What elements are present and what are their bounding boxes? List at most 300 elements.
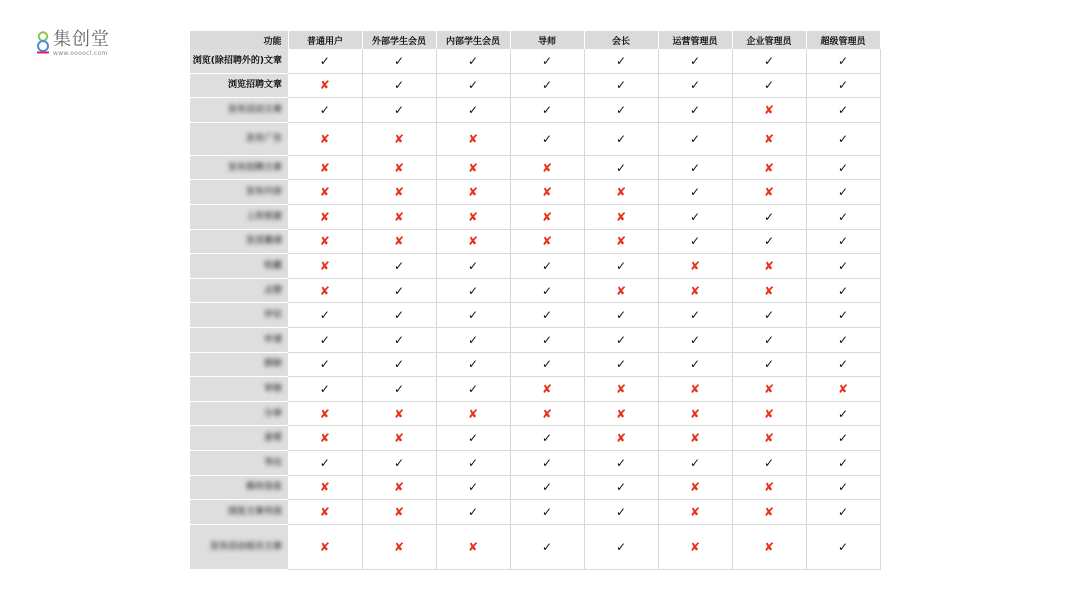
table-row <box>190 303 880 328</box>
permission-denied-cell <box>436 204 510 229</box>
permission-allowed-cell <box>362 450 436 475</box>
feature-label-redacted: 发布广告 <box>190 122 288 155</box>
permission-allowed-cell <box>806 229 880 254</box>
permission-allowed-cell <box>362 352 436 377</box>
feature-label: 浏览(除招聘外的)文章 <box>190 49 288 73</box>
logo-mark-icon <box>36 30 50 54</box>
cross-mark-icon: ✘ <box>393 209 405 224</box>
permission-allowed-cell <box>510 475 584 500</box>
permission-allowed-cell <box>510 278 584 303</box>
check-mark-icon: ✓ <box>467 381 479 396</box>
cross-mark-icon: ✘ <box>763 283 775 298</box>
check-mark-icon: ✓ <box>467 102 479 117</box>
check-mark-icon: ✓ <box>689 455 701 470</box>
check-mark-icon: ✓ <box>689 53 701 68</box>
check-mark-icon: ✓ <box>837 431 849 446</box>
check-mark-icon: ✓ <box>467 480 479 495</box>
permission-allowed-cell <box>584 524 658 569</box>
table-row <box>190 73 880 98</box>
check-mark-icon: ✓ <box>541 283 553 298</box>
check-mark-icon: ✓ <box>837 455 849 470</box>
check-mark-icon: ✓ <box>393 53 405 68</box>
check-mark-icon: ✓ <box>615 357 627 372</box>
cross-mark-icon: ✘ <box>689 480 701 495</box>
cross-mark-icon: ✘ <box>689 258 701 273</box>
check-mark-icon: ✓ <box>763 357 775 372</box>
permission-allowed-cell <box>806 204 880 229</box>
permission-allowed-cell <box>806 98 880 123</box>
permission-denied-cell <box>288 180 362 205</box>
check-mark-icon: ✓ <box>689 102 701 117</box>
permission-denied-cell <box>362 426 436 451</box>
permission-allowed-cell <box>806 475 880 500</box>
permission-allowed-cell <box>436 303 510 328</box>
permission-denied-cell <box>732 180 806 205</box>
cross-mark-icon: ✘ <box>763 131 775 146</box>
cross-mark-icon: ✘ <box>319 480 330 495</box>
permission-denied-cell <box>288 278 362 303</box>
permission-denied-cell <box>658 475 732 500</box>
feature-label-redacted: 导出 <box>190 450 288 475</box>
permission-allowed-cell <box>806 500 880 525</box>
check-mark-icon: ✓ <box>393 283 405 298</box>
cross-mark-icon: ✘ <box>615 431 627 446</box>
cross-mark-icon: ✘ <box>615 234 627 249</box>
permission-denied-cell <box>732 401 806 426</box>
permission-allowed-cell <box>584 254 658 279</box>
permission-allowed-cell <box>584 303 658 328</box>
header-role: 普通用户 <box>288 31 362 49</box>
feature-label-redacted: 移除 <box>190 352 288 377</box>
permission-allowed-cell <box>658 352 732 377</box>
cross-mark-icon: ✘ <box>541 185 553 200</box>
cross-mark-icon: ✘ <box>467 234 479 249</box>
permission-allowed-cell <box>732 73 806 98</box>
header-role: 企业管理员 <box>732 31 806 49</box>
permission-denied-cell <box>288 204 362 229</box>
permission-allowed-cell <box>288 49 362 73</box>
permission-denied-cell <box>658 524 732 569</box>
permission-denied-cell <box>658 278 732 303</box>
check-mark-icon: ✓ <box>689 357 701 372</box>
permission-denied-cell <box>362 524 436 569</box>
permission-allowed-cell <box>658 155 732 180</box>
permission-allowed-cell <box>658 49 732 73</box>
table-row <box>190 254 880 279</box>
permission-denied-cell <box>288 401 362 426</box>
check-mark-icon: ✓ <box>837 131 849 146</box>
permission-denied-cell <box>362 204 436 229</box>
cross-mark-icon: ✘ <box>319 539 330 554</box>
check-mark-icon: ✓ <box>837 234 849 249</box>
cross-mark-icon: ✘ <box>393 185 405 200</box>
permission-denied-cell <box>584 204 658 229</box>
permission-allowed-cell <box>362 303 436 328</box>
check-mark-icon: ✓ <box>837 53 849 68</box>
table-row <box>190 426 880 451</box>
permission-allowed-cell <box>658 327 732 352</box>
check-mark-icon: ✓ <box>837 185 849 200</box>
permission-allowed-cell <box>806 180 880 205</box>
permission-allowed-cell <box>288 377 362 402</box>
permission-denied-cell <box>362 401 436 426</box>
feature-label-redacted: 发布招聘文章 <box>190 155 288 180</box>
logo-name: 集创堂 <box>53 29 110 50</box>
check-mark-icon: ✓ <box>615 102 627 117</box>
cross-mark-icon: ✘ <box>837 381 849 396</box>
permission-allowed-cell <box>510 500 584 525</box>
cross-mark-icon: ✘ <box>689 406 701 421</box>
permission-allowed-cell <box>362 98 436 123</box>
feature-label-redacted: 发布活动文章 <box>190 98 288 123</box>
cross-mark-icon: ✘ <box>319 209 330 224</box>
check-mark-icon: ✓ <box>319 381 330 396</box>
permission-denied-cell <box>806 377 880 402</box>
permission-allowed-cell <box>362 49 436 73</box>
permission-allowed-cell <box>362 377 436 402</box>
cross-mark-icon: ✘ <box>541 209 553 224</box>
permission-denied-cell <box>288 229 362 254</box>
check-mark-icon: ✓ <box>615 78 627 93</box>
check-mark-icon: ✓ <box>467 78 479 93</box>
cross-mark-icon: ✘ <box>763 160 775 175</box>
check-mark-icon: ✓ <box>837 258 849 273</box>
permission-denied-cell <box>584 401 658 426</box>
permission-allowed-cell <box>732 49 806 73</box>
permission-denied-cell <box>584 377 658 402</box>
cross-mark-icon: ✘ <box>467 539 479 554</box>
cross-mark-icon: ✘ <box>319 504 330 519</box>
permission-denied-cell <box>362 475 436 500</box>
check-mark-icon: ✓ <box>763 78 775 93</box>
check-mark-icon: ✓ <box>541 504 553 519</box>
cross-mark-icon: ✘ <box>763 258 775 273</box>
check-mark-icon: ✓ <box>541 539 553 554</box>
check-mark-icon: ✓ <box>541 480 553 495</box>
cross-mark-icon: ✘ <box>541 381 553 396</box>
check-mark-icon: ✓ <box>393 455 405 470</box>
permission-allowed-cell <box>510 450 584 475</box>
check-mark-icon: ✓ <box>763 308 775 323</box>
check-mark-icon: ✓ <box>467 53 479 68</box>
check-mark-icon: ✓ <box>541 357 553 372</box>
check-mark-icon: ✓ <box>615 258 627 273</box>
permission-allowed-cell <box>436 49 510 73</box>
header-role: 内部学生会员 <box>436 31 510 49</box>
cross-mark-icon: ✘ <box>763 406 775 421</box>
brand-logo <box>36 30 110 57</box>
feature-label-redacted: 申请 <box>190 327 288 352</box>
cross-mark-icon: ✘ <box>763 381 775 396</box>
permission-allowed-cell <box>436 98 510 123</box>
check-mark-icon: ✓ <box>467 258 479 273</box>
check-mark-icon: ✓ <box>615 455 627 470</box>
cross-mark-icon: ✘ <box>763 185 775 200</box>
cross-mark-icon: ✘ <box>319 185 330 200</box>
permission-allowed-cell <box>732 204 806 229</box>
check-mark-icon: ✓ <box>541 431 553 446</box>
permission-allowed-cell <box>806 426 880 451</box>
cross-mark-icon: ✘ <box>319 406 330 421</box>
permission-allowed-cell <box>362 73 436 98</box>
check-mark-icon: ✓ <box>689 332 701 347</box>
check-mark-icon: ✓ <box>689 185 701 200</box>
check-mark-icon: ✓ <box>615 480 627 495</box>
permission-denied-cell <box>510 155 584 180</box>
permission-denied-cell <box>732 98 806 123</box>
check-mark-icon: ✓ <box>837 480 849 495</box>
check-mark-icon: ✓ <box>763 332 775 347</box>
check-mark-icon: ✓ <box>319 53 330 68</box>
permission-denied-cell <box>732 426 806 451</box>
table-row <box>190 377 880 402</box>
permission-denied-cell <box>732 155 806 180</box>
permission-allowed-cell <box>436 254 510 279</box>
permission-allowed-cell <box>806 122 880 155</box>
cross-mark-icon: ✘ <box>467 209 479 224</box>
permission-denied-cell <box>658 500 732 525</box>
feature-label-redacted: 查看 <box>190 426 288 451</box>
cross-mark-icon: ✘ <box>393 504 405 519</box>
permission-allowed-cell <box>732 450 806 475</box>
cross-mark-icon: ✘ <box>615 406 627 421</box>
permission-denied-cell <box>510 180 584 205</box>
check-mark-icon: ✓ <box>541 455 553 470</box>
cross-mark-icon: ✘ <box>763 102 775 117</box>
check-mark-icon: ✓ <box>467 357 479 372</box>
permission-allowed-cell <box>806 524 880 569</box>
permission-allowed-cell <box>584 73 658 98</box>
permission-denied-cell <box>732 500 806 525</box>
check-mark-icon: ✓ <box>615 308 627 323</box>
permission-allowed-cell <box>510 303 584 328</box>
table-header-row <box>190 31 880 49</box>
cross-mark-icon: ✘ <box>763 504 775 519</box>
permission-allowed-cell <box>510 426 584 451</box>
permission-denied-cell <box>584 229 658 254</box>
check-mark-icon: ✓ <box>541 258 553 273</box>
table-row <box>190 524 880 569</box>
check-mark-icon: ✓ <box>837 357 849 372</box>
check-mark-icon: ✓ <box>837 308 849 323</box>
cross-mark-icon: ✘ <box>467 131 479 146</box>
permission-allowed-cell <box>584 98 658 123</box>
permission-allowed-cell <box>806 327 880 352</box>
permission-allowed-cell <box>510 122 584 155</box>
check-mark-icon: ✓ <box>837 283 849 298</box>
cross-mark-icon: ✘ <box>393 406 405 421</box>
check-mark-icon: ✓ <box>319 308 330 323</box>
table-row <box>190 352 880 377</box>
check-mark-icon: ✓ <box>837 539 849 554</box>
permission-allowed-cell <box>806 155 880 180</box>
table-row <box>190 401 880 426</box>
feature-label-redacted: 发送邀请 <box>190 229 288 254</box>
permission-allowed-cell <box>584 155 658 180</box>
cross-mark-icon: ✘ <box>319 131 330 146</box>
header-role: 超级管理员 <box>806 31 880 49</box>
permission-denied-cell <box>288 426 362 451</box>
permission-allowed-cell <box>288 352 362 377</box>
table-row <box>190 278 880 303</box>
header-role: 导师 <box>510 31 584 49</box>
check-mark-icon: ✓ <box>393 78 405 93</box>
feature-label-redacted: 收藏 <box>190 254 288 279</box>
cross-mark-icon: ✘ <box>689 504 701 519</box>
table-row <box>190 229 880 254</box>
feature-label: 浏览招聘文章 <box>190 73 288 98</box>
feature-label-redacted: 浏览文章列表 <box>190 500 288 525</box>
check-mark-icon: ✓ <box>467 283 479 298</box>
permission-allowed-cell <box>658 122 732 155</box>
permission-allowed-cell <box>658 180 732 205</box>
cross-mark-icon: ✘ <box>393 539 405 554</box>
permission-allowed-cell <box>732 352 806 377</box>
permission-allowed-cell <box>658 204 732 229</box>
check-mark-icon: ✓ <box>319 102 330 117</box>
permission-allowed-cell <box>436 500 510 525</box>
table-row <box>190 155 880 180</box>
cross-mark-icon: ✘ <box>319 160 330 175</box>
permission-allowed-cell <box>806 401 880 426</box>
permission-denied-cell <box>288 254 362 279</box>
cross-mark-icon: ✘ <box>319 234 330 249</box>
check-mark-icon: ✓ <box>467 504 479 519</box>
permission-allowed-cell <box>658 73 732 98</box>
cross-mark-icon: ✘ <box>615 381 627 396</box>
permission-denied-cell <box>658 426 732 451</box>
table-row <box>190 500 880 525</box>
permission-denied-cell <box>510 377 584 402</box>
permission-table <box>190 31 881 570</box>
permission-denied-cell <box>658 377 732 402</box>
cross-mark-icon: ✘ <box>467 160 479 175</box>
permission-allowed-cell <box>288 450 362 475</box>
check-mark-icon: ✓ <box>467 308 479 323</box>
check-mark-icon: ✓ <box>615 160 627 175</box>
permission-allowed-cell <box>436 327 510 352</box>
table-row <box>190 204 880 229</box>
permission-denied-cell <box>436 122 510 155</box>
check-mark-icon: ✓ <box>837 102 849 117</box>
permission-denied-cell <box>288 73 362 98</box>
cross-mark-icon: ✘ <box>689 283 701 298</box>
cross-mark-icon: ✘ <box>763 539 775 554</box>
check-mark-icon: ✓ <box>393 357 405 372</box>
check-mark-icon: ✓ <box>837 160 849 175</box>
permission-allowed-cell <box>436 73 510 98</box>
permission-allowed-cell <box>584 49 658 73</box>
check-mark-icon: ✓ <box>541 78 553 93</box>
permission-allowed-cell <box>732 229 806 254</box>
permission-allowed-cell <box>658 450 732 475</box>
permission-denied-cell <box>436 401 510 426</box>
table-row <box>190 327 880 352</box>
check-mark-icon: ✓ <box>615 539 627 554</box>
feature-label-redacted: 审核 <box>190 377 288 402</box>
permission-denied-cell <box>288 155 362 180</box>
check-mark-icon: ✓ <box>393 102 405 117</box>
cross-mark-icon: ✘ <box>393 160 405 175</box>
permission-denied-cell <box>288 500 362 525</box>
permission-denied-cell <box>436 229 510 254</box>
permission-denied-cell <box>288 475 362 500</box>
permission-allowed-cell <box>436 278 510 303</box>
permission-denied-cell <box>732 122 806 155</box>
permission-denied-cell <box>362 122 436 155</box>
table-row <box>190 122 880 155</box>
cross-mark-icon: ✘ <box>319 258 330 273</box>
permission-denied-cell <box>732 524 806 569</box>
table-row <box>190 450 880 475</box>
cross-mark-icon: ✘ <box>393 234 405 249</box>
check-mark-icon: ✓ <box>393 308 405 323</box>
permission-allowed-cell <box>436 450 510 475</box>
cross-mark-icon: ✘ <box>689 431 701 446</box>
feature-label-redacted: 发布内容 <box>190 180 288 205</box>
permission-allowed-cell <box>436 426 510 451</box>
permission-allowed-cell <box>510 327 584 352</box>
table-row <box>190 475 880 500</box>
cross-mark-icon: ✘ <box>615 185 627 200</box>
permission-allowed-cell <box>362 327 436 352</box>
permission-allowed-cell <box>510 98 584 123</box>
feature-label-redacted: 点赞 <box>190 278 288 303</box>
permission-denied-cell <box>362 229 436 254</box>
cross-mark-icon: ✘ <box>393 131 405 146</box>
permission-denied-cell <box>510 229 584 254</box>
permission-allowed-cell <box>658 229 732 254</box>
cross-mark-icon: ✘ <box>541 406 553 421</box>
permission-allowed-cell <box>510 49 584 73</box>
permission-denied-cell <box>732 475 806 500</box>
cross-mark-icon: ✘ <box>541 234 553 249</box>
permission-allowed-cell <box>806 73 880 98</box>
cross-mark-icon: ✘ <box>615 209 627 224</box>
permission-denied-cell <box>436 524 510 569</box>
check-mark-icon: ✓ <box>541 102 553 117</box>
check-mark-icon: ✓ <box>541 332 553 347</box>
table-row <box>190 180 880 205</box>
permission-allowed-cell <box>436 475 510 500</box>
permission-allowed-cell <box>584 450 658 475</box>
check-mark-icon: ✓ <box>615 332 627 347</box>
check-mark-icon: ✓ <box>541 308 553 323</box>
check-mark-icon: ✓ <box>467 332 479 347</box>
check-mark-icon: ✓ <box>689 209 701 224</box>
feature-label-redacted: 评论 <box>190 303 288 328</box>
permission-allowed-cell <box>584 475 658 500</box>
check-mark-icon: ✓ <box>837 504 849 519</box>
table-row <box>190 98 880 123</box>
logo-url: www.oooocl.com <box>53 50 108 57</box>
permission-denied-cell <box>584 180 658 205</box>
permission-allowed-cell <box>510 73 584 98</box>
permission-allowed-cell <box>362 278 436 303</box>
permission-allowed-cell <box>436 377 510 402</box>
permission-allowed-cell <box>584 122 658 155</box>
permission-allowed-cell <box>658 303 732 328</box>
check-mark-icon: ✓ <box>837 406 849 421</box>
permission-allowed-cell <box>806 278 880 303</box>
permission-denied-cell <box>362 180 436 205</box>
cross-mark-icon: ✘ <box>319 78 330 93</box>
check-mark-icon: ✓ <box>763 209 775 224</box>
check-mark-icon: ✓ <box>393 381 405 396</box>
permission-allowed-cell <box>732 327 806 352</box>
cross-mark-icon: ✘ <box>467 406 479 421</box>
cross-mark-icon: ✘ <box>615 283 627 298</box>
